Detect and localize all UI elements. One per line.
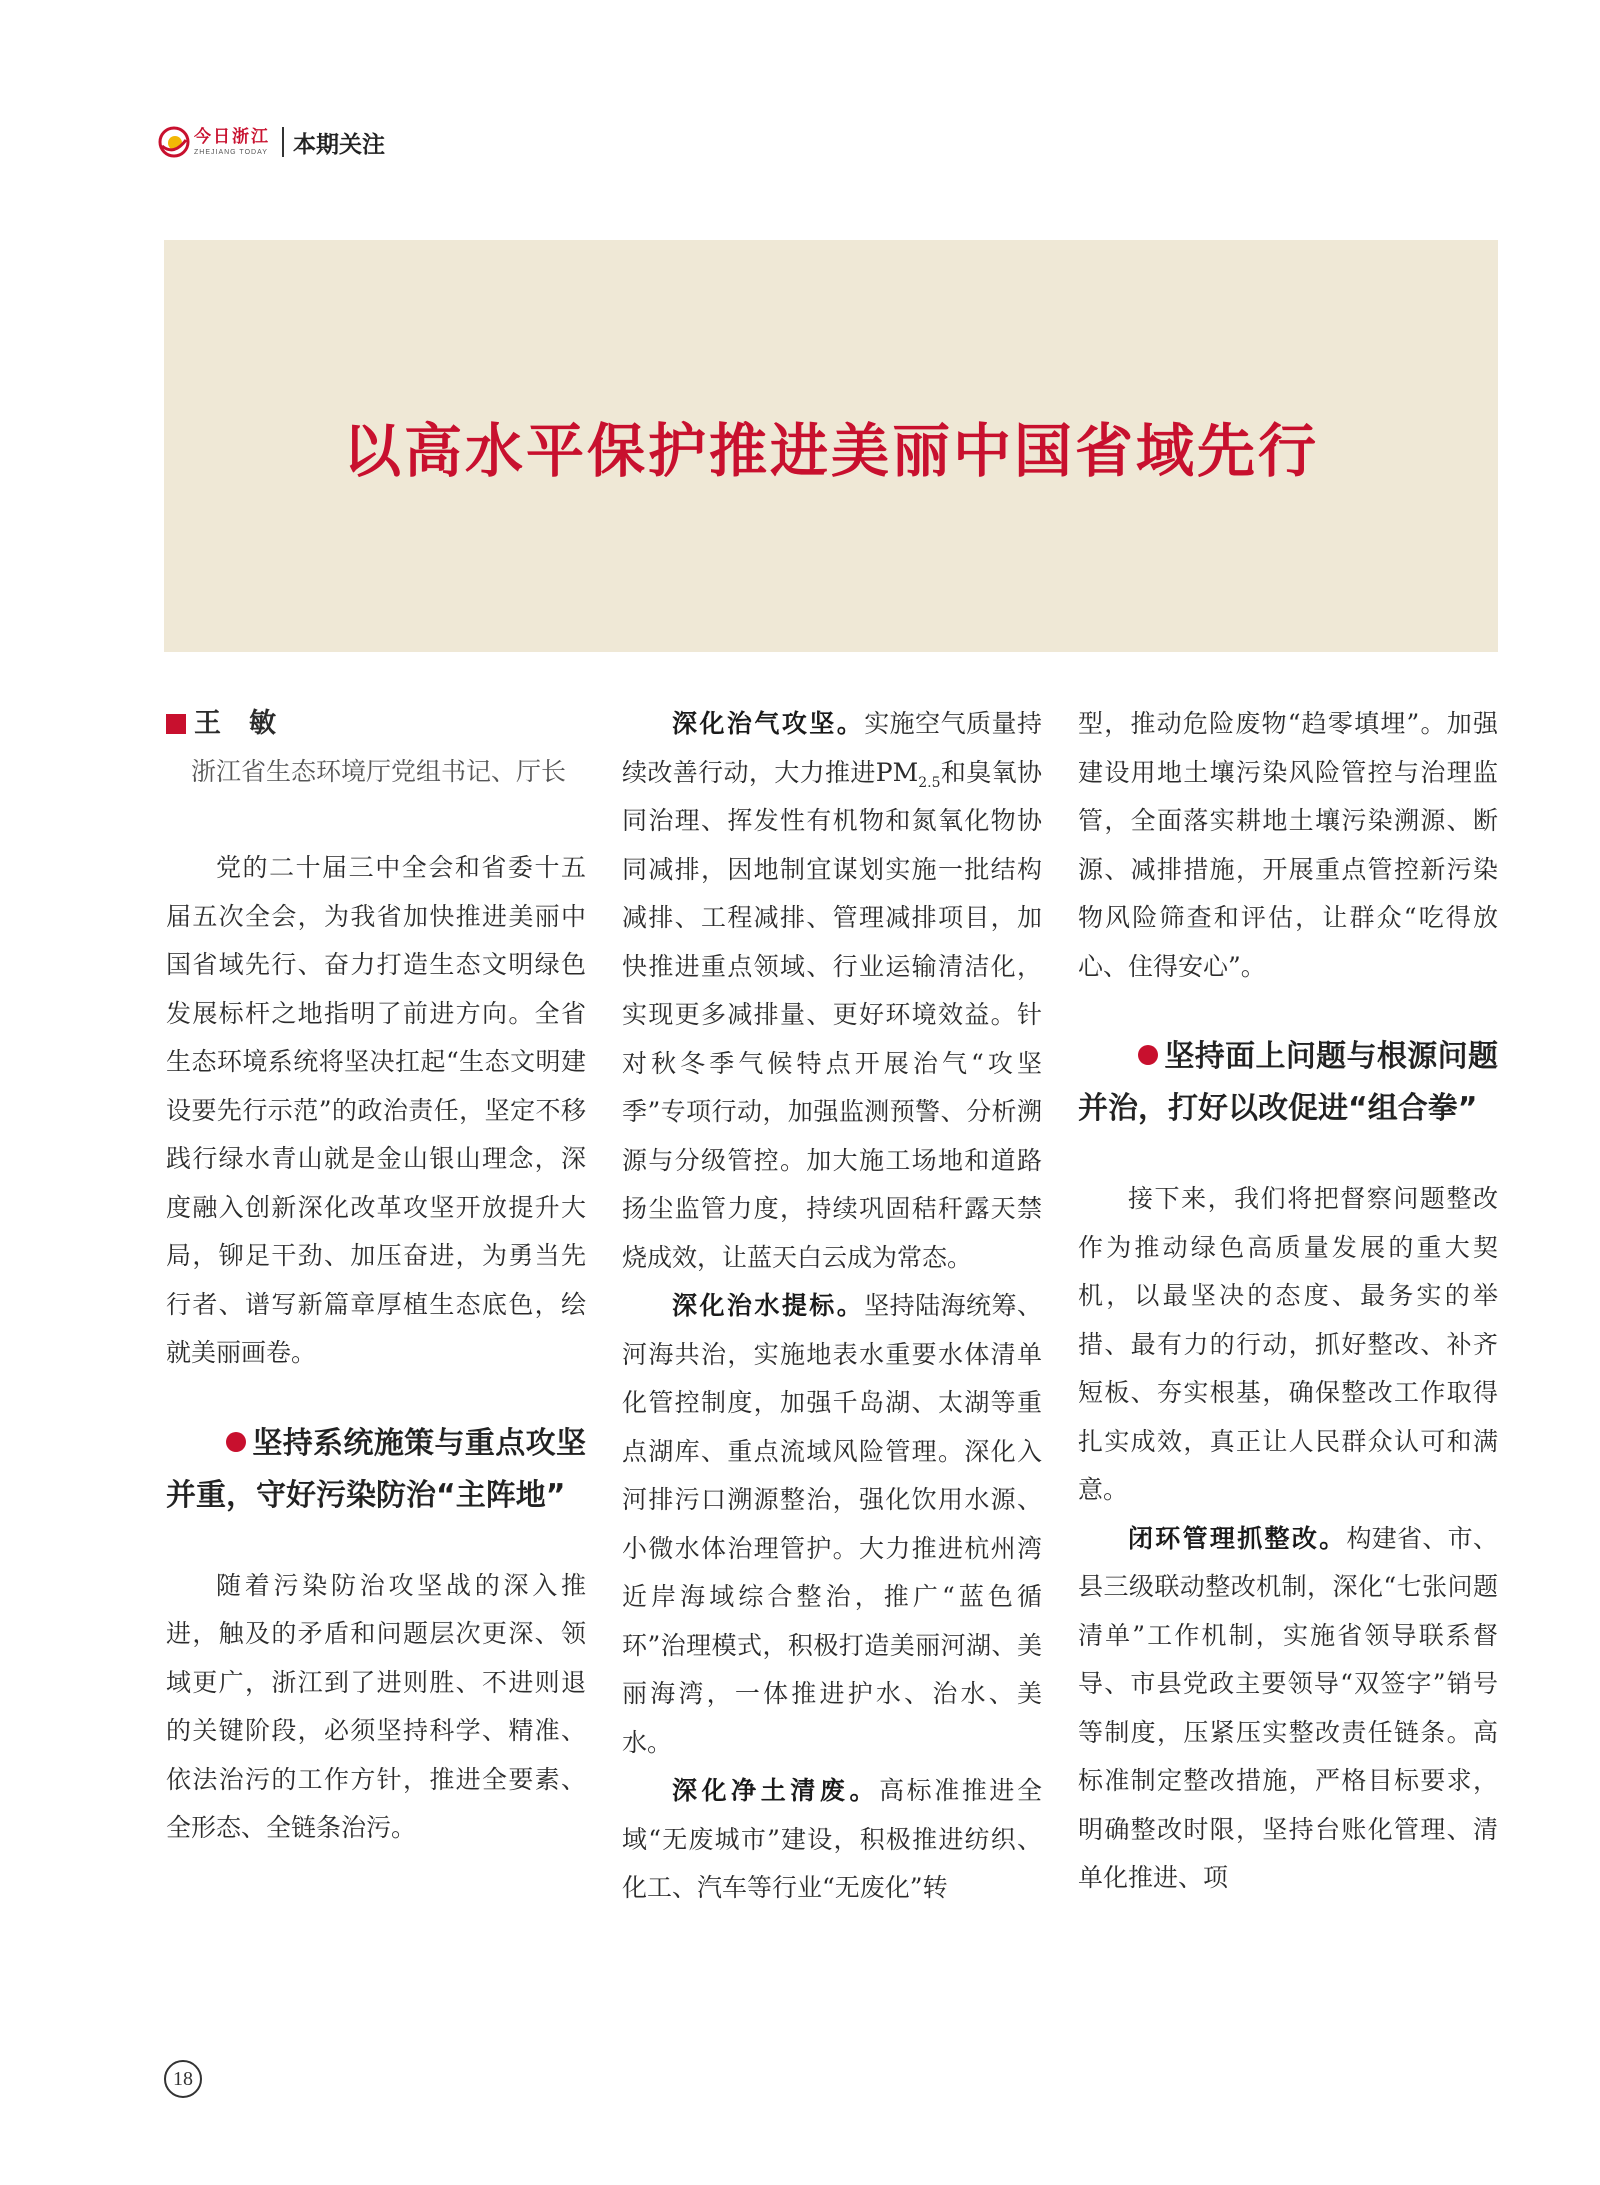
lead-phrase: 深化净土清废。	[672, 1776, 880, 1805]
paragraph-text: 坚持陆海统筹、河海共治，实施地表水重要水体清单化管控制度，加强千岛湖、太湖等重点湖库、重点流域风险管理。深化入河排污口溯源整治，强化饮用水源、小微水体治理管护。大力推进杭州湾近岸海域综合整治，推广“蓝色循环”治理模式，积极打造美丽河湖、美丽海湾，一体推进护水、治水、美水。	[622, 1291, 1042, 1757]
column-2	[622, 700, 1042, 1913]
lead-phrase: 深化治气攻坚。	[672, 709, 865, 738]
paragraph: 接下来，我们将把督察问题整改作为推动绿色高质量发展的重大契机，以最坚决的态度、最务实的举措、最有力的行动，抓好整改、补齐短板、夯实根基，确保整改工作取得扎实成效，真正让人民群众认可和满意。	[1078, 1184, 1498, 1504]
red-square-icon	[166, 714, 186, 734]
subscript: 2.5	[918, 774, 941, 791]
section-heading-text: 坚持面上问题与根源问题并治，打好以改促进“组合拳”	[1078, 1039, 1498, 1126]
paragraph: 党的二十届三中全会和省委十五届五次全会，为我省加快推进美丽中国省域先行、奋力打造生态文明绿色发展标杆之地指明了前进方向。全省生态环境系统将坚决扛起“生态文明建设要先行示范”的政治责任，坚定不移践行绿水青山就是金山银山理念，深度融入创新深化改革攻坚开放提升大局，铆足干劲、加压奋进，为勇当先行者、谱写新篇章厚植生态底色，绘就美丽画卷。	[166, 853, 586, 1367]
section-heading	[1078, 1031, 1498, 1135]
page-header	[158, 122, 385, 162]
lead-phrase: 闭环管理抓整改。	[1128, 1523, 1347, 1553]
paragraph: 随着污染防治攻坚战的深入推进，触及的矛盾和问题层次更深、领域更广，浙江到了进则胜、不进则退的关键阶段，必须坚持科学、精准、依法治污的工作方针，推进全要素、全形态、全链条治污。	[166, 1570, 586, 1842]
paragraph	[622, 1282, 1042, 1767]
logo-chinese: 今日浙江	[194, 126, 270, 147]
lead-phrase: 深化治水提标。	[672, 1291, 865, 1320]
paragraph-text: 高标准推进全域“无废城市”建设，积极推进纺织、化工、汽车等行业“无废化”转	[622, 1776, 1042, 1902]
title-banner	[164, 240, 1498, 652]
paragraph	[622, 1767, 1042, 1913]
publication-logo	[158, 126, 270, 158]
paragraph	[622, 700, 1042, 1282]
author-name: 王敏	[194, 708, 304, 739]
column-3	[1078, 700, 1498, 1903]
paragraph-text: 构建省、市、县三级联动整改机制，深化“七张问题清单”工作机制，实施省领导联系督导、市县党政主要领导“双签字”销号等制度，压紧压实整改责任链条。高标准制定整改措施，严格目标要求，明确整改时限，坚持台账化管理、清单化推进、项	[1078, 1523, 1498, 1892]
red-dot-icon	[226, 1432, 246, 1452]
author-affiliation: 浙江省生态环境厅党组书记、厅长	[191, 757, 567, 786]
paragraph-text: 实施空气质量持续改善行动，大力推进PM	[622, 709, 1042, 787]
header-divider	[282, 127, 284, 157]
red-dot-icon	[1138, 1045, 1158, 1065]
author-line	[166, 700, 586, 748]
paragraph	[1078, 1515, 1498, 1903]
page-number: 18	[164, 2060, 202, 2098]
paragraph-text: 和臭氧协同治理、挥发性有机物和氮氧化物协同减排，因地制宜谋划实施一批结构减排、工程减排、管理减排项目，加快推进重点领域、行业运输清洁化，实现更多减排量、更好环境效益。针对秋冬季气候特点开展治气“攻坚季”专项行动，加强监测预警、分析溯源与分级管控。加大施工场地和道路扬尘监管力度，持续巩固秸秆露天禁烧成效，让蓝天白云成为常态。	[622, 757, 1042, 1272]
sun-swirl-icon	[158, 126, 190, 158]
column-1	[166, 700, 586, 1853]
logo-english: ZHEJIANG TODAY	[194, 148, 268, 156]
section-heading-text: 坚持系统施策与重点攻坚并重，守好污染防治“主阵地”	[166, 1425, 586, 1513]
paragraph: 型，推动危险废物“趋零填埋”。加强建设用地土壤污染风险管控与治理监管，全面落实耕地土壤污染溯源、断源、减排措施，开展重点管控新污染物风险筛查和评估，让群众“吃得放心、住得安心”。	[1078, 709, 1498, 981]
article-title: 以高水平保护推进美丽中国省域先行	[342, 417, 1319, 485]
section-heading	[166, 1418, 586, 1522]
section-name: 本期关注	[293, 131, 385, 158]
